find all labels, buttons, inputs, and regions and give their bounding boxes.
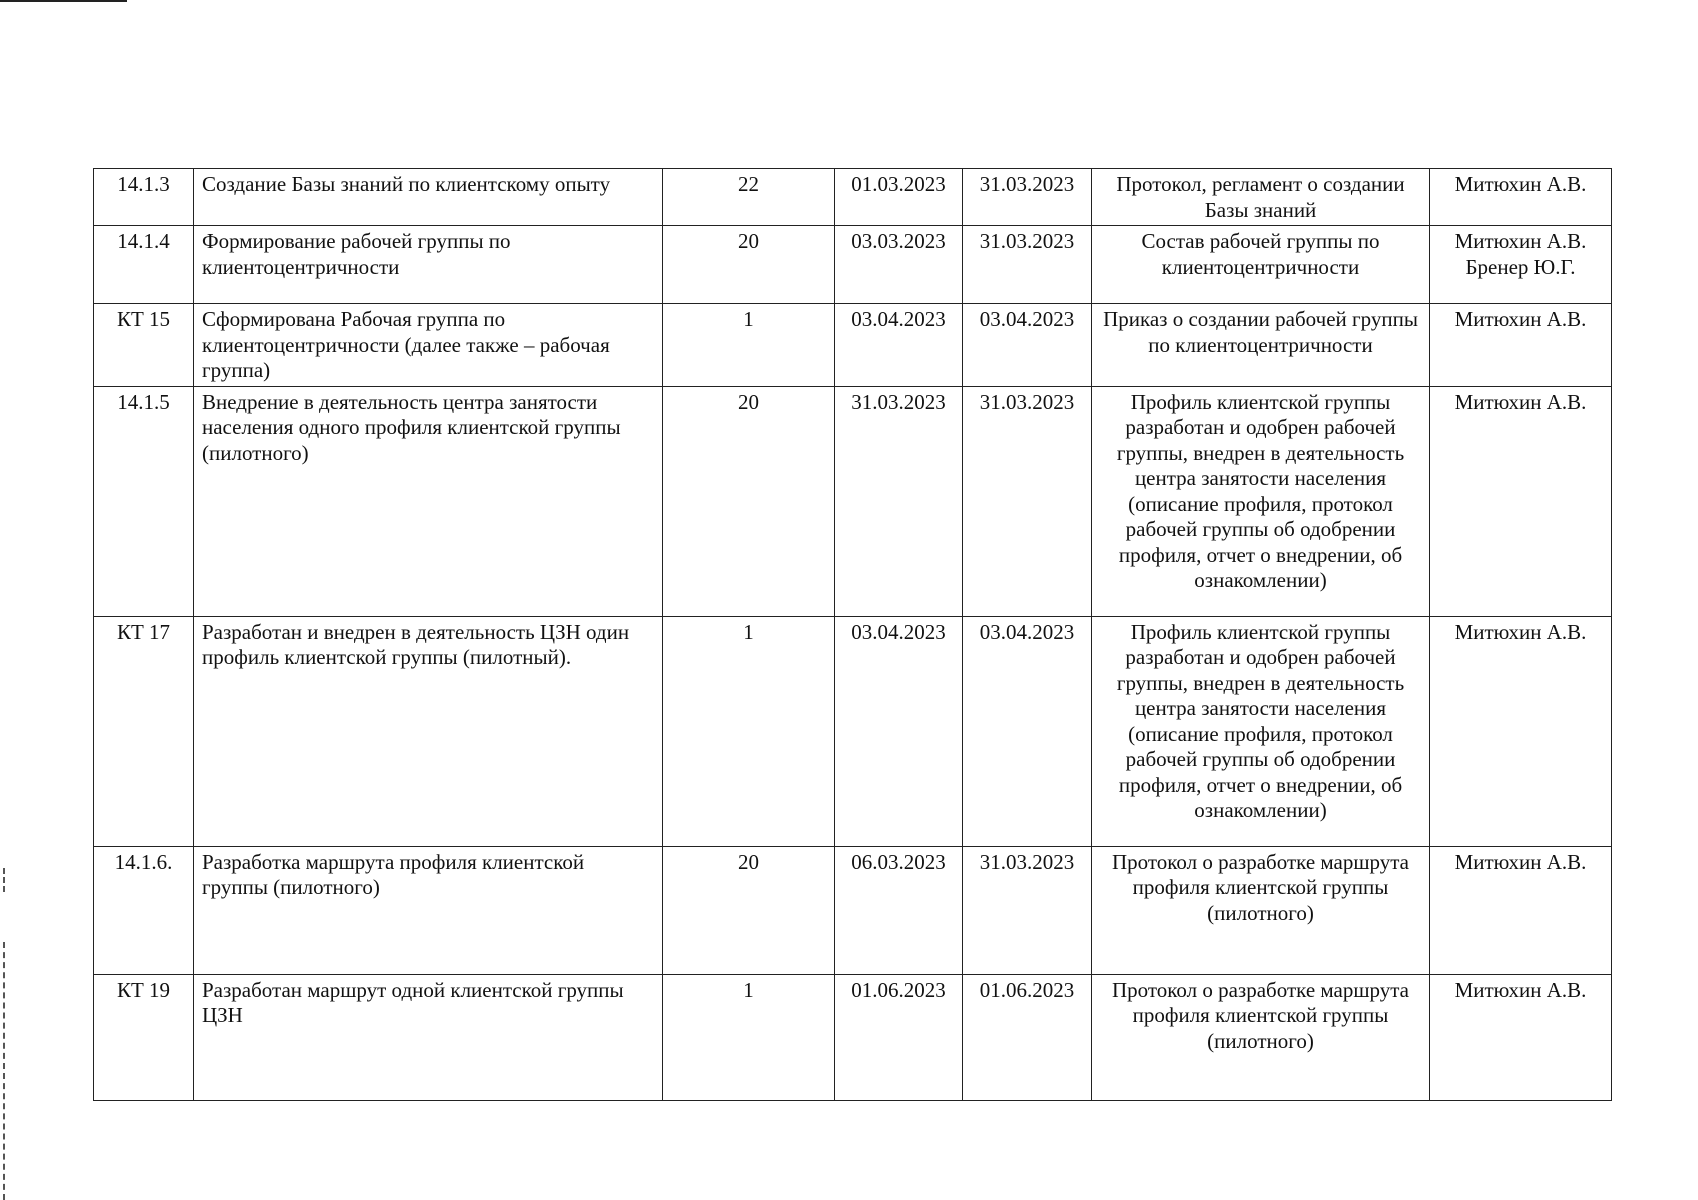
cell-number: 14.1.4 <box>94 226 194 304</box>
table-row <box>94 226 1612 304</box>
cell-end-date: 31.03.2023 <box>963 386 1092 616</box>
cell-start-date: 06.03.2023 <box>835 846 963 974</box>
cell-result: Состав рабочей группы по клиентоцентричности <box>1092 226 1430 304</box>
cell-task-name: Разработка маршрута профиля клиентской группы (пилотного) <box>194 846 663 974</box>
cell-duration: 20 <box>663 846 835 974</box>
cell-end-date: 31.03.2023 <box>963 169 1092 226</box>
cell-duration: 1 <box>663 974 835 1100</box>
responsible-person: Митюхин А.В. <box>1454 172 1587 196</box>
margin-mark <box>3 942 7 1200</box>
margin-mark <box>3 868 7 892</box>
cell-number: КТ 19 <box>94 974 194 1100</box>
cell-responsible <box>1430 846 1612 974</box>
cell-duration: 22 <box>663 169 835 226</box>
page-top-rule <box>0 0 127 2</box>
table-row <box>94 304 1612 387</box>
cell-number: 14.1.5 <box>94 386 194 616</box>
cell-responsible <box>1430 226 1612 304</box>
table-row <box>94 846 1612 974</box>
cell-number: КТ 17 <box>94 616 194 846</box>
cell-task-name: Разработан и внедрен в деятельность ЦЗН один профиль клиентской группы (пилотный). <box>194 616 663 846</box>
cell-number: КТ 15 <box>94 304 194 387</box>
cell-result: Приказ о создании рабочей группы по клиентоцентричности <box>1092 304 1430 387</box>
cell-end-date: 01.06.2023 <box>963 974 1092 1100</box>
cell-duration: 1 <box>663 616 835 846</box>
cell-result: Протокол о разработке маршрута профиля клиентской группы (пилотного) <box>1092 974 1430 1100</box>
responsible-person: Митюхин А.В. <box>1454 977 1587 1002</box>
cell-task-name: Разработан маршрут одной клиентской группы ЦЗН <box>194 974 663 1100</box>
responsible-person: Бренер Ю.Г. <box>1465 254 1576 279</box>
cell-duration: 1 <box>663 304 835 387</box>
cell-result: Протокол, регламент о создании Базы знаний <box>1092 169 1430 226</box>
cell-duration: 20 <box>663 386 835 616</box>
cell-result: Протокол о разработке маршрута профиля клиентской группы (пилотного) <box>1092 846 1430 974</box>
cell-responsible <box>1430 974 1612 1100</box>
plan-table <box>93 168 1612 1101</box>
cell-task-name: Формирование рабочей группы по клиентоцентричности <box>194 226 663 304</box>
cell-end-date: 31.03.2023 <box>963 226 1092 304</box>
cell-end-date: 03.04.2023 <box>963 304 1092 387</box>
cell-responsible <box>1430 386 1612 616</box>
cell-start-date: 03.04.2023 <box>835 616 963 846</box>
cell-start-date: 03.03.2023 <box>835 226 963 304</box>
cell-task-name: Создание Базы знаний по клиентскому опыту <box>194 169 663 226</box>
responsible-person: Митюхин А.В. <box>1454 849 1587 874</box>
responsible-person: Митюхин А.В. <box>1454 229 1587 253</box>
cell-duration: 20 <box>663 226 835 304</box>
cell-task-name: Сформирована Рабочая группа по клиентоцентричности (далее также – рабочая группа) <box>194 304 663 387</box>
responsible-person: Митюхин А.В. <box>1454 619 1587 644</box>
cell-start-date: 01.06.2023 <box>835 974 963 1100</box>
cell-responsible <box>1430 304 1612 387</box>
responsible-person: Митюхин А.В. <box>1454 389 1587 414</box>
responsible-person: Митюхин А.В. <box>1454 307 1587 331</box>
table-row <box>94 616 1612 846</box>
cell-start-date: 01.03.2023 <box>835 169 963 226</box>
cell-responsible <box>1430 169 1612 226</box>
cell-task-name: Внедрение в деятельность центра занятости населения одного профиля клиентской группы (пилотного) <box>194 386 663 616</box>
cell-start-date: 03.04.2023 <box>835 304 963 387</box>
table-row <box>94 169 1612 226</box>
cell-result: Профиль клиентской группы разработан и одобрен рабочей группы, внедрен в деятельность центра занятости населения (описание профиля, протокол рабочей группы об одобрении профиля, отчет о внедрении, об ознакомлении) <box>1092 616 1430 846</box>
cell-number: 14.1.3 <box>94 169 194 226</box>
cell-start-date: 31.03.2023 <box>835 386 963 616</box>
cell-number: 14.1.6. <box>94 846 194 974</box>
cell-result: Профиль клиентской группы разработан и одобрен рабочей группы, внедрен в деятельность центра занятости населения (описание профиля, протокол рабочей группы об одобрении профиля, отчет о внедрении, об ознакомлении) <box>1092 386 1430 616</box>
cell-end-date: 03.04.2023 <box>963 616 1092 846</box>
cell-responsible <box>1430 616 1612 846</box>
table-row <box>94 974 1612 1100</box>
cell-end-date: 31.03.2023 <box>963 846 1092 974</box>
table-row <box>94 386 1612 616</box>
